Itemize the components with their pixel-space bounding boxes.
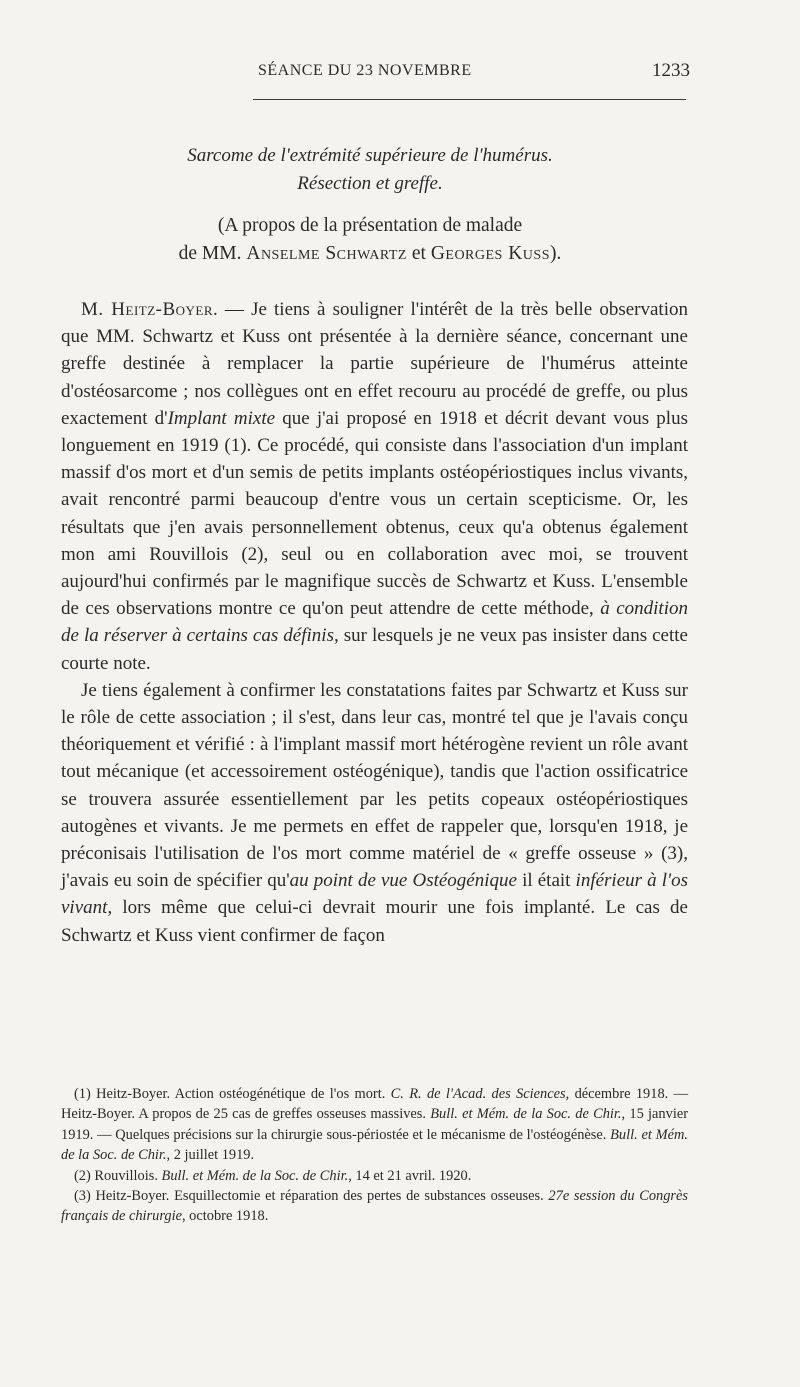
- article-body: [61, 296, 688, 949]
- footnote-1-text-1: (1) Heitz-Boyer. Action ostéogénétique de l'os mort.: [74, 1086, 391, 1102]
- subtitle-prefix: de MM.: [178, 243, 247, 264]
- subtitle-line-1: (A propos de la présentation de malade: [217, 215, 523, 236]
- footnote-3: [61, 1186, 688, 1227]
- subtitle-line-2: [60, 240, 680, 268]
- paragraph-2-italic-2: inférieur à l'os vivant: [61, 870, 688, 919]
- article-title-line-1: Sarcome de l'extrémité supérieure de l'humérus.: [187, 145, 553, 166]
- footnote-3-italic-1: 27e session du Congrès français de chirurgie: [61, 1188, 688, 1225]
- paragraph-2-text-3: , lors même que celui-ci devrait mourir une fois implanté. Le cas de Schwartz et Kuss vient confirmer de façon: [61, 897, 688, 946]
- article-title: [60, 142, 680, 198]
- footnote-1-italic-2: Bull. et Mém. de la Soc. de Chir.: [430, 1106, 622, 1123]
- speaker-name: M. Heitz-Boyer: [81, 299, 214, 320]
- footnote-3-text-2: , octobre 1918.: [181, 1208, 269, 1225]
- paragraph-1-italic-1: Implant mixte: [167, 407, 276, 429]
- footnote-2-text-2: , 14 et 21 avril. 1920.: [348, 1167, 472, 1184]
- footnote-2-italic-1: Bull. et Mém. de la Soc. de Chir.: [161, 1167, 349, 1184]
- article-title-line-2: Résection et greffe.: [297, 173, 443, 194]
- running-head-title: SÉANCE DU 23 NOVEMBRE: [258, 62, 472, 79]
- footnote-1: [61, 1084, 688, 1166]
- footnote-1-italic-3: Bull. et Mém. de la Soc. de Chir.: [61, 1126, 688, 1164]
- author-kuss: Georges Kuss: [430, 243, 550, 264]
- footnote-1-text-2: , décembre 1918. — Heitz-Boyer. A propos de 25 cas de greffes osseuses massives.: [61, 1086, 688, 1123]
- paragraph-2-text-2: il était: [516, 870, 576, 892]
- page-number: 1233: [652, 60, 690, 81]
- paragraph-1-italic-2: à condition de la réserver à certains cas définis: [61, 598, 688, 647]
- footnote-1-text-4: , 2 juillet 1919.: [166, 1147, 255, 1164]
- author-schwartz: Anselme Schwartz: [246, 243, 407, 264]
- paragraph-1-text-3: , sur lesquels je ne veux pas insister dans cette courte note.: [61, 625, 688, 674]
- footnote-1-italic-1: C. R. de l'Acad. des Sciences: [390, 1086, 566, 1102]
- article-subtitle: [60, 212, 680, 268]
- footnote-3-text-1: (3) Heitz-Boyer. Esquillectomie et réparation des pertes de substances osseuses.: [74, 1188, 549, 1205]
- running-head: [0, 58, 800, 88]
- footnotes: [61, 1084, 688, 1227]
- paragraph-2-text-1: Je tiens également à confirmer les constatations faites par Schwartz et Kuss sur le rôle de cette association ; il s'est, dans leur cas, montré tel que je l'avais conçu théoriquement et vérifié : à l'implant massif mort hétérogène revient un rôle avant tout mécanique (et accessoirement ostéogénique), tandis que l'action ossificatrice se trouvera assurée essentiellement par les petits copeaux ostéopériostiques autogènes et vivants. Je me permets en effet de rappeler que, lorsqu'en 1918, je préconisais l'utilisation de l'os mort comme matériel de « greffe osseuse » (3), j'avais eu soin de spécifier qu': [61, 679, 688, 892]
- paragraph-1: [61, 296, 688, 677]
- footnote-2: [61, 1166, 688, 1186]
- footnote-1-text-3: , 15 janvier 1919. — Quelques précisions sur la chirurgie sous-périostée et le mécanisme de l'ostéogénèse.: [61, 1106, 688, 1143]
- paragraph-1-text-1: . — Je tiens à souligner l'intérêt de la très belle observation que MM. Schwartz et Kuss ont présentée à la dernière séance, concernant une greffe destinée à remplacer la partie supérieure de l'humérus atteinte d'ostéosarcome ; nos collègues ont en effet recouru au procédé de greffe, ou plus exactement d': [61, 299, 688, 429]
- paragraph-2: [61, 677, 688, 949]
- paragraph-1-text-2: que j'ai proposé en 1918 et décrit devant vous plus longuement en 1919 (1). Ce procédé, qui consiste dans l'association d'un implant massif d'os mort et d'un semis de petits implants ostéopériostiques inclus vivants, avait rencontré parmi beaucoup d'entre vous un certain scepticisme. Or, les résultats que j'en avais personnellement obtenus, ceux qu'a obtenus également mon ami Rouvillois (2), seul ou en collaboration avec moi, se trouvent aujourd'hui confirmés par le magnifique succès de Schwartz et Kuss. L'ensemble de ces observations montre ce qu'on peut attendre de cette méthode,: [61, 407, 688, 620]
- subtitle-and: et: [406, 243, 431, 264]
- paragraph-2-italic-1: au point de vue Ostéogénique: [289, 870, 517, 892]
- header-rule: [253, 99, 686, 100]
- subtitle-end: ).: [549, 243, 562, 264]
- footnote-2-text-1: (2) Rouvillois.: [74, 1167, 162, 1184]
